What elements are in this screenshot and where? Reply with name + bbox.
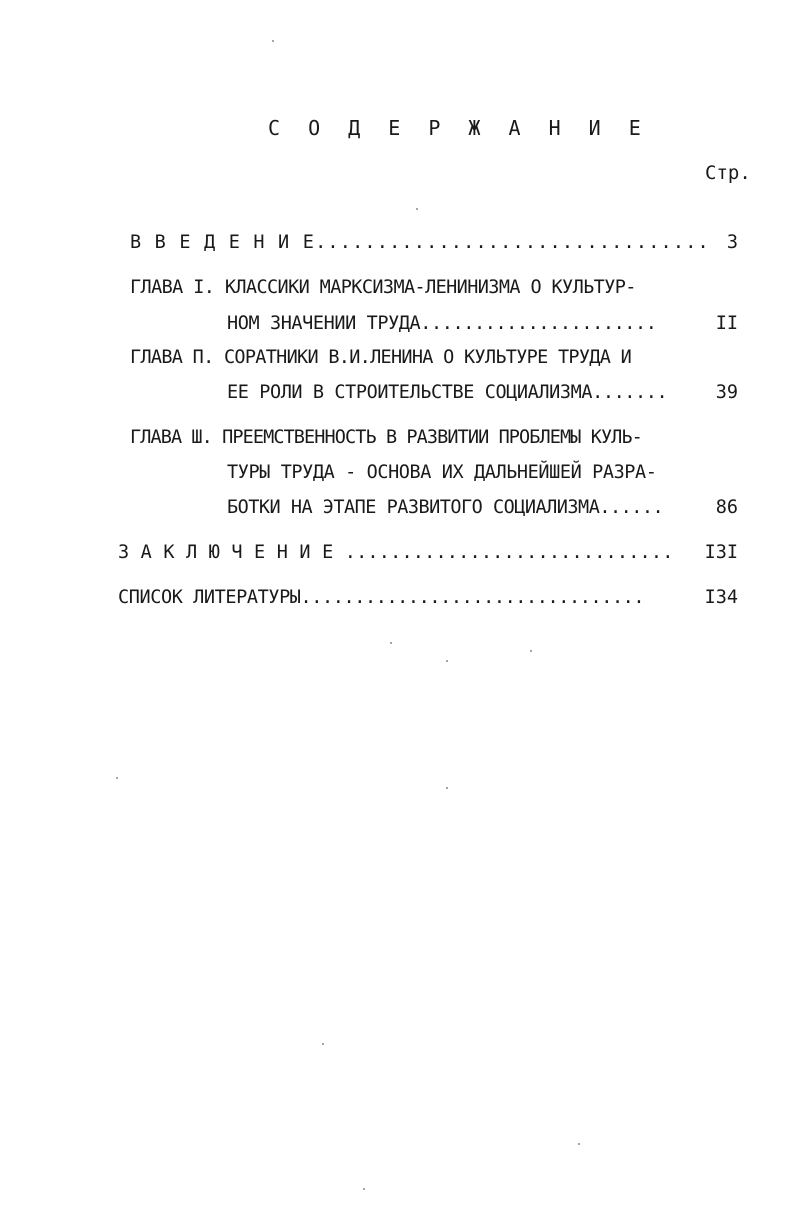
scan-speck — [446, 787, 448, 789]
scan-speck — [116, 777, 118, 779]
toc-entry-conclusion: З А К Л Ю Ч Е Н И Е ............................. — [118, 542, 674, 563]
page-column-header: Стр. — [705, 162, 751, 184]
toc-page-number: 3 — [726, 232, 738, 253]
toc-entry-chapter-2-line-1: ГЛАВА П. СОРАТНИКИ В.И.ЛЕНИНА О КУЛЬТУРЕ ТРУДА И — [130, 347, 632, 368]
scan-speck — [390, 642, 392, 644]
scan-speck — [446, 660, 448, 662]
scan-speck — [416, 208, 418, 210]
toc-entry-chapter-3-line-2: ТУРЫ ТРУДА - ОСНОВА ИХ ДАЛЬНЕЙШЕЙ РАЗРА- — [227, 462, 657, 483]
scan-speck — [530, 650, 532, 652]
toc-page-number: 39 — [715, 382, 738, 403]
toc-title: С О Д Е Р Ж А Н И Е — [268, 116, 649, 140]
toc-entry-chapter-1-line-1: ГЛАВА I. КЛАССИКИ МАРКСИЗМА-ЛЕНИНИЗМА О КУЛЬТУР- — [130, 277, 636, 298]
toc-page-number: II — [715, 313, 738, 334]
scan-speck — [272, 40, 274, 42]
toc-entry-chapter-3-line-3: БОТКИ НА ЭТАПЕ РАЗВИТОГО СОЦИАЛИЗМА...... — [227, 497, 664, 518]
toc-page-number: I34 — [704, 587, 738, 608]
toc-entry-chapter-2-line-2: ЕЕ РОЛИ В СТРОИТЕЛЬСТВЕ СОЦИАЛИЗМА....... — [227, 382, 668, 403]
toc-entry-introduction: В В Е Д Е Н И Е................................ — [130, 232, 710, 253]
scan-speck — [322, 1043, 324, 1045]
scan-speck — [578, 1143, 580, 1145]
toc-page-number: 86 — [715, 497, 738, 518]
toc-entry-chapter-3-line-1: ГЛАВА Ш. ПРЕЕМСТВЕННОСТЬ В РАЗВИТИИ ПРОБЛЕМЫ КУЛЬ- — [130, 427, 642, 448]
toc-entry-bibliography: СПИСОК ЛИТЕРАТУРЫ................................ — [118, 587, 645, 608]
toc-entry-chapter-1-line-2: НОМ ЗНАЧЕНИИ ТРУДА...................... — [227, 313, 657, 334]
scan-speck — [363, 1188, 365, 1190]
toc-page-number: I3I — [704, 542, 738, 563]
